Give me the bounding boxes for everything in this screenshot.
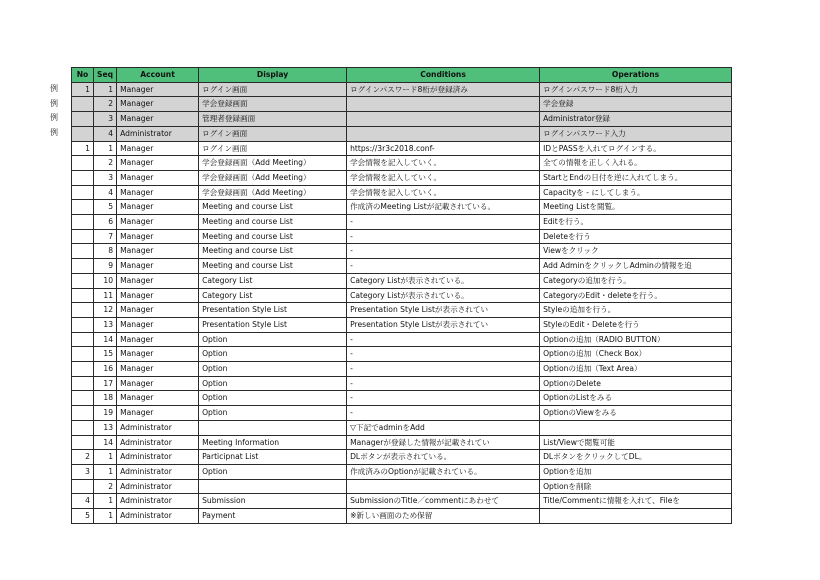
table-row [72,464,732,479]
cell-display: 管理者登録画面 [199,112,347,127]
cell-display: Presentation Style List [199,303,347,318]
table-row [72,494,732,509]
cell-no: 2 [72,450,94,465]
cell-operations: Editを行う。 [540,215,732,230]
cell-seq: 17 [94,376,117,391]
cell-no [72,420,94,435]
cell-operations: Optionを追加 [540,464,732,479]
table-row [72,303,732,318]
cell-no: 3 [72,464,94,479]
cell-seq: 13 [94,317,117,332]
table-row [72,156,732,171]
cell-operations: Optionの追加（Text Area） [540,362,732,377]
cell-operations: DLボタンをクリックしてDL。 [540,450,732,465]
cell-conditions: - [347,259,540,274]
cell-operations: Optionの追加（Check Box） [540,347,732,362]
header-display: Display [199,68,347,83]
cell-operations: Deleteを行う [540,229,732,244]
cell-display [199,420,347,435]
cell-account: Administrator [117,509,199,524]
cell-no [72,362,94,377]
cell-display: ログイン画面 [199,82,347,97]
cell-conditions: 学会情報を記入していく。 [347,185,540,200]
cell-operations: Styleの追加を行う。 [540,303,732,318]
cell-seq: 13 [94,420,117,435]
table-row [72,229,732,244]
cell-account: Manager [117,303,199,318]
cell-seq: 2 [94,156,117,171]
cell-account: Administrator [117,435,199,450]
cell-seq: 16 [94,362,117,377]
cell-display: ログイン画面 [199,141,347,156]
cell-no [72,391,94,406]
cell-operations: Optionの追加（RADIO BUTTON） [540,332,732,347]
cell-conditions: SubmissionのTitle／commentにあわせて [347,494,540,509]
cell-conditions: ログインパスワード8桁が登録済み [347,82,540,97]
example-row [72,97,732,112]
cell-seq: 1 [94,509,117,524]
cell-conditions: - [347,332,540,347]
cell-conditions: 学会情報を記入していく。 [347,156,540,171]
cell-no [72,244,94,259]
table-row [72,376,732,391]
cell-account: Manager [117,156,199,171]
cell-account: Manager [117,82,199,97]
cell-conditions [347,479,540,494]
cell-operations: Optionを削除 [540,479,732,494]
cell-display: 学会登録画面（Add Meeting） [199,185,347,200]
cell-account: Manager [117,288,199,303]
cell-seq: 1 [94,464,117,479]
cell-seq: 4 [94,185,117,200]
cell-seq: 14 [94,332,117,347]
cell-seq: 3 [94,112,117,127]
cell-seq: 8 [94,244,117,259]
cell-conditions [347,112,540,127]
cell-account: Administrator [117,494,199,509]
cell-conditions: - [347,347,540,362]
cell-conditions: - [347,391,540,406]
cell-display: 学会登録画面（Add Meeting） [199,170,347,185]
cell-seq: 6 [94,215,117,230]
cell-display: Payment [199,509,347,524]
cell-account: Administrator [117,464,199,479]
cell-seq: 18 [94,391,117,406]
cell-seq: 10 [94,273,117,288]
cell-display: Option [199,362,347,377]
example-label: 例 [50,98,58,108]
cell-no [72,185,94,200]
table-row [72,259,732,274]
cell-no [72,259,94,274]
cell-account: Manager [117,259,199,274]
cell-account: Manager [117,273,199,288]
cell-display: Meeting and course List [199,244,347,259]
cell-account: Manager [117,391,199,406]
cell-conditions: 作成済みのOptionが記載されている。 [347,464,540,479]
cell-conditions: 作成済のMeeting Listが記載されている。 [347,200,540,215]
table-row [72,317,732,332]
cell-conditions: 学会情報を記入していく。 [347,170,540,185]
cell-no [72,347,94,362]
cell-display: Option [199,406,347,421]
cell-account: Manager [117,112,199,127]
cell-account: Administrator [117,450,199,465]
example-row [72,82,732,97]
cell-no [72,332,94,347]
cell-seq: 7 [94,229,117,244]
cell-account: Manager [117,141,199,156]
cell-conditions: Managerが登録した情報が記載されてい [347,435,540,450]
cell-no [72,215,94,230]
cell-account: Manager [117,317,199,332]
table-body [72,82,732,523]
cell-conditions: Category Listが表示されている。 [347,288,540,303]
cell-account: Manager [117,347,199,362]
cell-seq: 1 [94,450,117,465]
cell-operations: IDとPASSを入れてログインする。 [540,141,732,156]
cell-conditions: Presentation Style Listが表示されてい [347,317,540,332]
cell-account: Manager [117,376,199,391]
cell-account: Manager [117,362,199,377]
cell-account: Manager [117,200,199,215]
cell-display: Meeting and course List [199,200,347,215]
cell-seq: 9 [94,259,117,274]
table-row [72,420,732,435]
cell-no [72,435,94,450]
table-row [72,391,732,406]
header-account: Account [117,68,199,83]
cell-no [72,170,94,185]
table-row [72,273,732,288]
cell-display: 学会登録画面（Add Meeting） [199,156,347,171]
cell-operations [540,420,732,435]
cell-display: Category List [199,273,347,288]
header-operations: Operations [540,68,732,83]
table-row [72,509,732,524]
cell-conditions: DLボタンが表示されている。 [347,450,540,465]
cell-no [72,406,94,421]
cell-no [72,126,94,141]
cell-seq: 12 [94,303,117,318]
cell-no: 1 [72,82,94,97]
cell-operations: OptionのViewをみる [540,406,732,421]
cell-operations: Add AdminをクリックしAdminの情報を追 [540,259,732,274]
test-case-table [71,67,732,524]
cell-operations: Viewをクリック [540,244,732,259]
cell-conditions: https://3r3c2018.conf- [347,141,540,156]
cell-operations: Title/Commentに情報を入れて、Fileを [540,494,732,509]
example-label: 例 [50,113,58,123]
cell-seq: 19 [94,406,117,421]
cell-seq: 2 [94,479,117,494]
cell-conditions: - [347,406,540,421]
cell-operations: Categoryの追加を行う。 [540,273,732,288]
cell-conditions [347,126,540,141]
table-row [72,347,732,362]
cell-no: 5 [72,509,94,524]
cell-no [72,200,94,215]
table-row [72,141,732,156]
header-conditions: Conditions [347,68,540,83]
cell-display: 学会登録画面 [199,97,347,112]
table-row [72,185,732,200]
cell-conditions: Category Listが表示されている。 [347,273,540,288]
cell-display: ログイン画面 [199,126,347,141]
header-no: No [72,68,94,83]
cell-conditions: - [347,229,540,244]
cell-display: Meeting and course List [199,229,347,244]
cell-display: Category List [199,288,347,303]
cell-operations: Meeting Listを閲覧。 [540,200,732,215]
cell-account: Administrator [117,479,199,494]
cell-operations: StyleのEdit・Deleteを行う [540,317,732,332]
cell-no [72,479,94,494]
cell-conditions: - [347,244,540,259]
table-row [72,288,732,303]
cell-account: Manager [117,332,199,347]
cell-display: Option [199,391,347,406]
cell-seq: 1 [94,141,117,156]
cell-account: Manager [117,170,199,185]
cell-operations: Capacityを - にしてしまう。 [540,185,732,200]
cell-no [72,229,94,244]
cell-seq: 1 [94,494,117,509]
cell-seq: 1 [94,82,117,97]
cell-account: Manager [117,229,199,244]
cell-account: Manager [117,406,199,421]
cell-display [199,479,347,494]
cell-operations: OptionのDelete [540,376,732,391]
cell-seq: 5 [94,200,117,215]
table-row [72,332,732,347]
cell-display: Submission [199,494,347,509]
cell-seq: 11 [94,288,117,303]
cell-display: Option [199,347,347,362]
cell-operations: List/Viewで閲覧可能 [540,435,732,450]
cell-conditions [347,97,540,112]
cell-operations: ログインパスワード8桁入力 [540,82,732,97]
cell-seq: 2 [94,97,117,112]
cell-display: Option [199,332,347,347]
table-row [72,200,732,215]
example-row [72,112,732,127]
cell-operations: OptionのListをみる [540,391,732,406]
cell-account: Manager [117,97,199,112]
cell-no [72,273,94,288]
cell-display: Meeting Information [199,435,347,450]
cell-display: Meeting and course List [199,259,347,274]
cell-account: Manager [117,215,199,230]
cell-account: Administrator [117,126,199,141]
cell-no: 1 [72,141,94,156]
cell-display: Presentation Style List [199,317,347,332]
example-label-column [50,82,70,141]
cell-seq: 4 [94,126,117,141]
cell-account: Manager [117,244,199,259]
cell-operations: Administrator登録 [540,112,732,127]
cell-no: 4 [72,494,94,509]
cell-operations: ログインパスワード入力 [540,126,732,141]
example-row [72,126,732,141]
table-row [72,479,732,494]
table-row [72,215,732,230]
header-seq: Seq [94,68,117,83]
cell-no [72,288,94,303]
cell-no [72,317,94,332]
cell-display: Option [199,376,347,391]
cell-operations: 学会登録 [540,97,732,112]
cell-no [72,303,94,318]
cell-conditions: ▽下記でadminをAdd [347,420,540,435]
table-row [72,170,732,185]
cell-display: Participnat List [199,450,347,465]
cell-display: Option [199,464,347,479]
table-row [72,362,732,377]
cell-conditions: - [347,362,540,377]
example-label: 例 [50,84,58,93]
cell-no [72,112,94,127]
cell-conditions: - [347,376,540,391]
cell-operations: CategoryのEdit・deleteを行う。 [540,288,732,303]
cell-operations: 全ての情報を正しく入れる。 [540,156,732,171]
cell-no [72,97,94,112]
cell-seq: 15 [94,347,117,362]
cell-conditions: - [347,215,540,230]
cell-display: Meeting and course List [199,215,347,230]
cell-operations [540,509,732,524]
cell-operations: StartとEndの日付を逆に入れてしまう。 [540,170,732,185]
cell-conditions: ※新しい画面のため保留 [347,509,540,524]
cell-seq: 3 [94,170,117,185]
table-row [72,435,732,450]
table-row [72,406,732,421]
table-row [72,244,732,259]
table-header-row [72,68,732,83]
cell-conditions: Presentation Style Listが表示されてい [347,303,540,318]
cell-account: Administrator [117,420,199,435]
example-label: 例 [50,128,58,138]
cell-no [72,376,94,391]
cell-no [72,156,94,171]
table-row [72,450,732,465]
cell-seq: 14 [94,435,117,450]
cell-account: Manager [117,185,199,200]
